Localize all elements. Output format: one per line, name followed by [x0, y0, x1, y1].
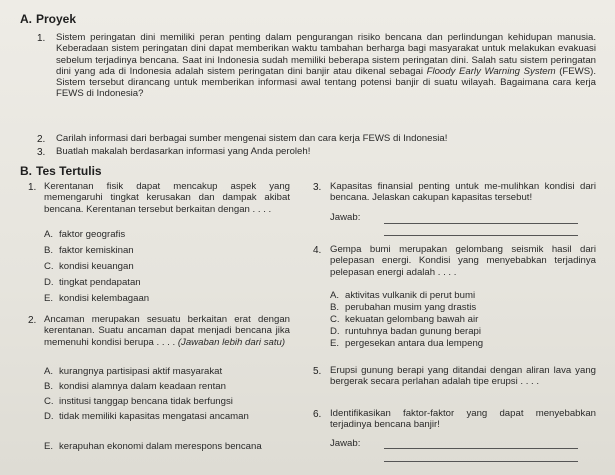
q2-option-c[interactable]: C. institusi tanggap bencana tidak berfungsi — [44, 396, 233, 407]
q2-option-e[interactable]: E. kerapuhan ekonomi dalam merespons bencana — [44, 441, 262, 452]
q4-option-c[interactable]: C. kekuatan gelombang bawah air — [330, 314, 479, 325]
q6-number: 6. — [313, 409, 322, 420]
section-a-heading: A. Proyek — [20, 12, 77, 26]
q4-option-d[interactable]: D. runtuhnya badan gunung berapi — [330, 326, 482, 337]
item-a3-number: 3. — [37, 147, 46, 158]
item-a2-number: 2. — [37, 134, 46, 145]
q5-text: Erupsi gunung berapi yang ditandai dengan aliran lava yang bergerak secara perlahan adalah tipe erupsi . . . . — [330, 365, 596, 388]
q1-option-c[interactable]: C. kondisi keuangan — [44, 261, 134, 272]
q1-option-b[interactable]: B. faktor kemiskinan — [44, 245, 134, 256]
q5-number: 5. — [313, 366, 322, 377]
q1-number: 1. — [28, 182, 37, 193]
q2-option-a[interactable]: A. kurangnya partisipasi aktif masyarakat — [44, 366, 223, 377]
q3-number: 3. — [313, 182, 322, 193]
q1-option-a[interactable]: A. faktor geografis — [44, 229, 126, 240]
q4-option-a[interactable]: A. aktivitas vulkanik di perut bumi — [330, 290, 476, 301]
item-a3-text: Buatlah makalah berdasarkan informasi yang Anda peroleh! — [56, 146, 311, 157]
q6-answer-label: Jawab: — [330, 438, 361, 449]
item-a1-text: Sistem peringatan dini memiliki peran penting dalam pengurangan risiko bencana dan perlindungan kehidupan manusia. Keberadaan sistem peringatan dini dapat memberikan waktu tambahan berharga bagi masyarakat untuk melakukan evakuasi sebelum terjadinya bencana. Saat ini Indonesia sudah memiliki beberapa sistem peringatan dini. Salah satu sistem peringatan dini yang ada di Indonesia adalah sistem peringatan dini banjir atau dikenal sebagai Floody Early Warning System (FEWS). Sistem tersebut dirancang untuk memberikan informasi awal tentang potensi banjir di suatu wilayah. Bagaimana cara kerja FEWS di Indonesia? — [56, 32, 596, 100]
q2-number: 2. — [28, 315, 37, 326]
q3-answer-line-1[interactable] — [384, 223, 578, 224]
q4-text: Gempa bumi merupakan gelombang seismik hasil dari pelepasan energi. Kondisi yang menyebabkan terjadinya pelepasan energi adalah . . . . — [330, 244, 596, 278]
q4-option-b[interactable]: B. perubahan musim yang drastis — [330, 302, 477, 313]
item-a2-text: Carilah informasi dari berbagai sumber mengenai sistem dan cara kerja FEWS di Indonesia! — [56, 133, 448, 144]
q3-answer-line-2[interactable] — [384, 235, 578, 236]
q6-answer-line-2[interactable] — [384, 461, 578, 462]
q1-option-d[interactable]: D. tingkat pendapatan — [44, 277, 141, 288]
q4-option-e[interactable]: E. pergesekan antara dua lempeng — [330, 338, 484, 349]
section-b-heading: B. Tes Tertulis — [20, 164, 102, 178]
q4-number: 4. — [313, 245, 322, 256]
q3-answer-label: Jawab: — [330, 212, 361, 223]
q1-option-e[interactable]: E. kondisi kelembagaan — [44, 293, 150, 304]
q3-text: Kapasitas finansial penting untuk me-mulihkan kondisi dari bencana. Jelaskan cakupan kapasitas tersebut! — [330, 181, 596, 204]
q6-text: Identifikasikan faktor-faktor yang dapat menyebabkan terjadinya bencana banjir! — [330, 408, 596, 431]
q2-option-d[interactable]: D. tidak memiliki kapasitas mengatasi ancaman — [44, 411, 249, 422]
item-a1-number: 1. — [37, 33, 46, 44]
q2-text: Ancaman merupakan sesuatu berkaitan erat dengan kerentanan. Suatu ancaman dapat menjadi bencana jika memenuhi kondisi berupa . . . . (Jawaban lebih dari satu) — [44, 314, 290, 348]
q1-text: Kerentanan fisik dapat mencakup aspek yang memengaruhi tingkat kerusakan dan dampak akibat bencana. Kerentanan tersebut berkaitan dengan . . . . — [44, 181, 290, 215]
q6-answer-line-1[interactable] — [384, 448, 578, 449]
q2-option-b[interactable]: B. kondisi alamnya dalam keadaan rentan — [44, 381, 226, 392]
